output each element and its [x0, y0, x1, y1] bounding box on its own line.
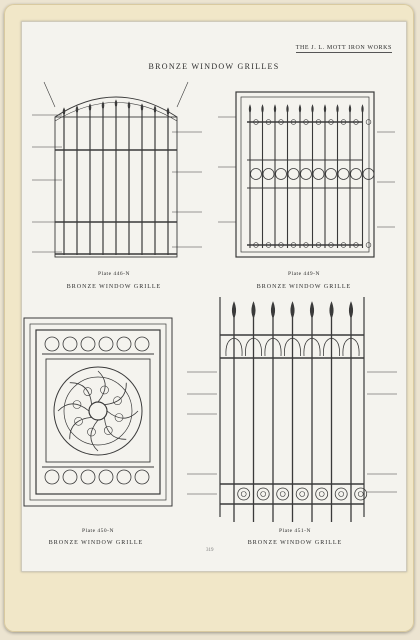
running-title: THE J. L. MOTT IRON WORKS: [295, 45, 392, 51]
grille-illustrations: [22, 22, 406, 571]
caption-450: BRONZE WINDOW GRILLE: [48, 540, 144, 546]
page-number: 319: [206, 548, 214, 553]
page-title: BRONZE WINDOW GRILLES: [148, 62, 280, 71]
grille-451-drawing: [187, 297, 397, 522]
caption-446: BRONZE WINDOW GRILLE: [66, 284, 162, 290]
grille-449-drawing: [218, 92, 395, 257]
catalog-page: [21, 21, 407, 572]
plate-number-446: Plate 446-N: [98, 271, 130, 277]
plate-number-451: Plate 451-N: [279, 528, 311, 534]
caption-449: BRONZE WINDOW GRILLE: [256, 284, 352, 290]
caption-451: BRONZE WINDOW GRILLE: [247, 540, 343, 546]
photo-mount-card: [4, 4, 414, 632]
grille-446-drawing: [32, 82, 202, 257]
plate-number-450: Plate 450-N: [82, 528, 114, 534]
grille-450-drawing: [24, 318, 172, 506]
plate-number-449: Plate 449-N: [288, 271, 320, 277]
